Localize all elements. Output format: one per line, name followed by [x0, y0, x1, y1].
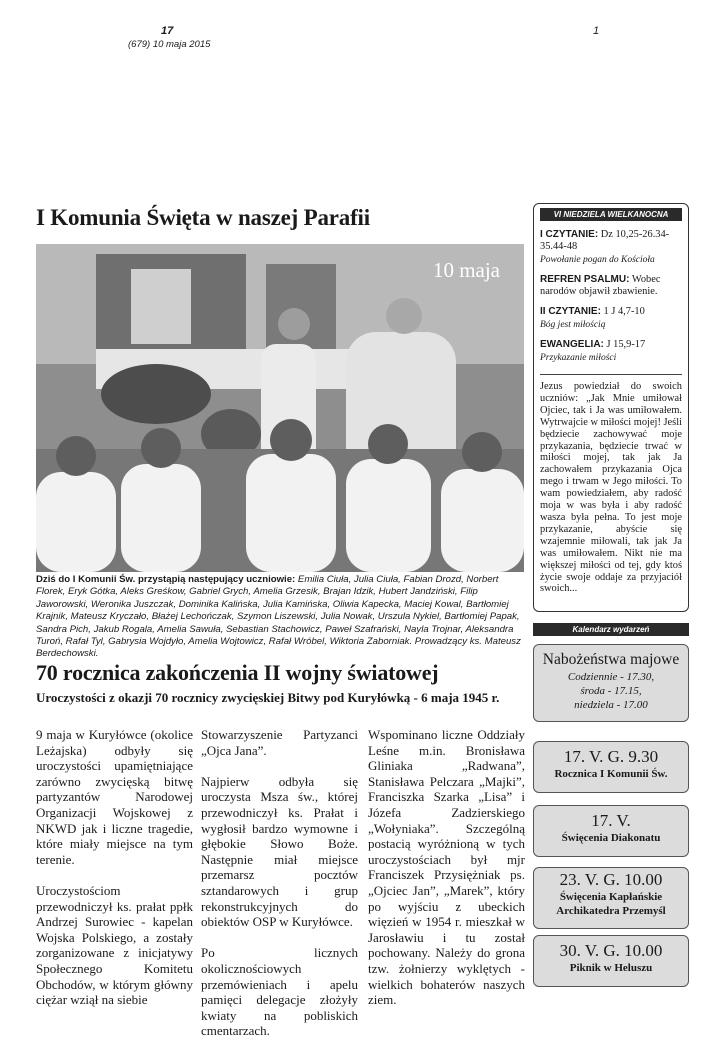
- may-devotions-time: niedziela - 17.00: [574, 699, 648, 711]
- event-box: [533, 741, 689, 793]
- event-box: [533, 867, 689, 929]
- reading-label: REFREN PSALMU:: [540, 274, 630, 285]
- gospel-text: Jezus powiedział do swoich uczniów: „Jak Mnie umiłował Ojciec, tak i Ja was umiłowałem. Wytrwajcie w miłości mojej! Jeśli będziecie zachowywać moje przykazania, będziecie trwać w miłości mojej, tak jak Ja zachowałem przykazania Ojca mego i trwam w Jego miłości. To wam powiedziałem, aby radość moja w was była i aby radość wasza była pełna. To jest moje przykazanie, abyście się wzajemnie miłowali, tak jak Ja was umiłowałem. Nikt nie ma większej miłości od tej, gdy ktoś życie swoje oddaje za przyjaciół swoich...: [540, 374, 682, 595]
- reading-ref: 1 J 4,7-10: [600, 306, 645, 317]
- paragraph: Najpierw odbyła się uroczystа Msza św., której przewodniczył ks. Prałat i wygłosił bardzo wymowne i głębokie Słowo Boże. Następnie miał miejsce przemarsz pocztów sztandarowych i grup rekonstrukcyjnych do obiektów OSP w Kuryłówce.: [201, 773, 358, 930]
- may-devotions-time: środa - 17.15,: [580, 685, 642, 697]
- corner-number: 1: [593, 25, 600, 37]
- photo-illustration: [36, 244, 524, 572]
- article-column-2: [201, 727, 358, 1054]
- paragraph: Uroczystościom przewodniczył ks. prałat ppłk Andrzej Surowiec - kapelan Wojska Polskiego, a zostały zorganizowane z inicjatywy Społecznego Komitetu Obchodów, w którym główny ciężar wziął na siebie: [36, 882, 193, 1008]
- event-box: [533, 805, 689, 857]
- may-devotions-title: Nabożeństwa majowe: [542, 651, 680, 668]
- event-box: [533, 935, 689, 987]
- event-date: 17. V. G. 9.30: [563, 747, 659, 766]
- article-title-ww2: 70 rocznica zakończenia II wojny światowej: [36, 660, 439, 685]
- reading-label: I CZYTANIE:: [540, 229, 599, 240]
- event-date: 23. V. G. 10.00: [559, 870, 663, 889]
- may-devotions-time: Codziennie - 17.30,: [567, 671, 655, 683]
- paragraph: Stowarzyszenie Partyzanci „Ojca Jana”.: [201, 727, 358, 758]
- reading-item: [540, 306, 682, 331]
- caption-lead: Dziś do I Komunii Św. przystąpią następujący uczniowie:: [36, 574, 296, 585]
- reading-subtitle: Bóg jest miłością: [540, 320, 606, 330]
- issue-info: (679) 10 maja 2015: [128, 39, 211, 50]
- readings-box: [533, 203, 689, 612]
- page-number: 17: [161, 25, 174, 37]
- event-description: Piknik w Heluszu: [569, 962, 653, 974]
- events-calendar-tab: Kalendarz wydarzeń: [533, 623, 689, 636]
- article-column-1: [36, 727, 193, 1023]
- reading-ref: Wobec narodów objawił zbawienie.: [540, 274, 661, 297]
- may-devotions-box: [533, 644, 689, 722]
- communion-photo: [36, 244, 524, 572]
- reading-subtitle: Przykazanie miłości: [540, 353, 617, 363]
- event-date: 30. V. G. 10.00: [559, 941, 663, 960]
- paragraph: Wspominano liczne Oddziały Leśne m.in. Bronisława Gliniaka „Radwana”, Stanisława Pelczara „Majki”, Franciszka Szarka „Lisa” i Józefa Zadzierskiego „Wołyniaka”. Szczególną postacią wyróżnioną w tych uroczystościach był mjr Franciszek Przysiężniak ps.„Ojciec Jan”, „Marek”, który po wyjściu z ubeckich więzień w 1954 r. mieszkał w Jarosławiu i tu został pochowany. Należy do grona tzw. żołnierzy wyklętych - wielkich bohaterów naszych ziem.: [368, 727, 525, 1008]
- article-column-3: [368, 727, 525, 1023]
- reading-ref: Dz 10,25-26.34-35.44-48: [540, 229, 670, 252]
- photo-date-label: 10 maja: [432, 258, 500, 282]
- paragraph: 9 maja w Kuryłówce (okolice Leżajska) odbyły się uroczystości upamiętniające zarówno zwycięską bitwę partyzantów Narodowej Organizacji Wojskowej z NKWD jak i liczne tragedie, które miały miejsce na tym terenie.: [36, 727, 193, 867]
- reading-label: II CZYTANIE:: [540, 306, 601, 317]
- reading-ref: J 15,9-17: [603, 339, 646, 350]
- event-description: Rocznica I Komunii Św.: [554, 768, 668, 780]
- paragraph: Po licznych okolicznościowych przemówieniach i apelu pamięci delegacje złożyły kwiaty na pobliskich cmentarzach.: [201, 945, 358, 1039]
- readings-tab: VI NIEDZIELA WIELKANOCNA: [540, 208, 682, 221]
- reading-item: [540, 339, 682, 364]
- reading-item: [540, 274, 682, 298]
- reading-subtitle: Powołanie pogan do Kościoła: [540, 255, 655, 265]
- event-description: Święcenia Diakonatu: [561, 832, 661, 844]
- caption-names: Emilia Ciuła, Julia Ciuła, Fabian Drozd, Norbert Florek, Eryk Gótka, Aleks Greśkow, Gabriel Grych, Amelia Grzesik, Brajan Idzik, Hubert Jandziński, Filip Jaworowski, Weronika Juszczak, Dominika Kalińska, Julia Kamińska, Oliwia Kapecka, Maciej Kowal, Bartłomiej Krajnik, Mateusz Kryczało, Błażej Lechończak, Szymon Liszewski, Julia Nowak, Urszula Nykiel, Bartłomiej Papak, Sandra Pich, Jakub Rogala, Amelia Sawuła, Sebastian Stachowicz, Paweł Szafrański, Nayla Trojnar, Aleksandra Turoń, Rafał Tyl, Gabrysia Wojdyło, Amelia Wojtowicz, Rafał Wróbel, Wiktoria Zaborniak. Prowadzący ks. Mateusz Berdechowski.: [36, 574, 521, 660]
- article-title-communion: I Komunia Święta w naszej Parafii: [36, 205, 370, 230]
- event-description: Święcenia Kapłańskie Archikatedra Przemyśl: [556, 891, 666, 917]
- event-date: 17. V.: [591, 811, 631, 830]
- reading-label: EWANGELIA:: [540, 339, 604, 350]
- reading-item: [540, 229, 682, 266]
- photo-caption: [36, 574, 528, 661]
- article-subtitle-ww2: Uroczystości z okazji 70 rocznicy zwycięskiej Bitwy pod Kuryłówką - 6 maja 1945 r.: [36, 690, 500, 705]
